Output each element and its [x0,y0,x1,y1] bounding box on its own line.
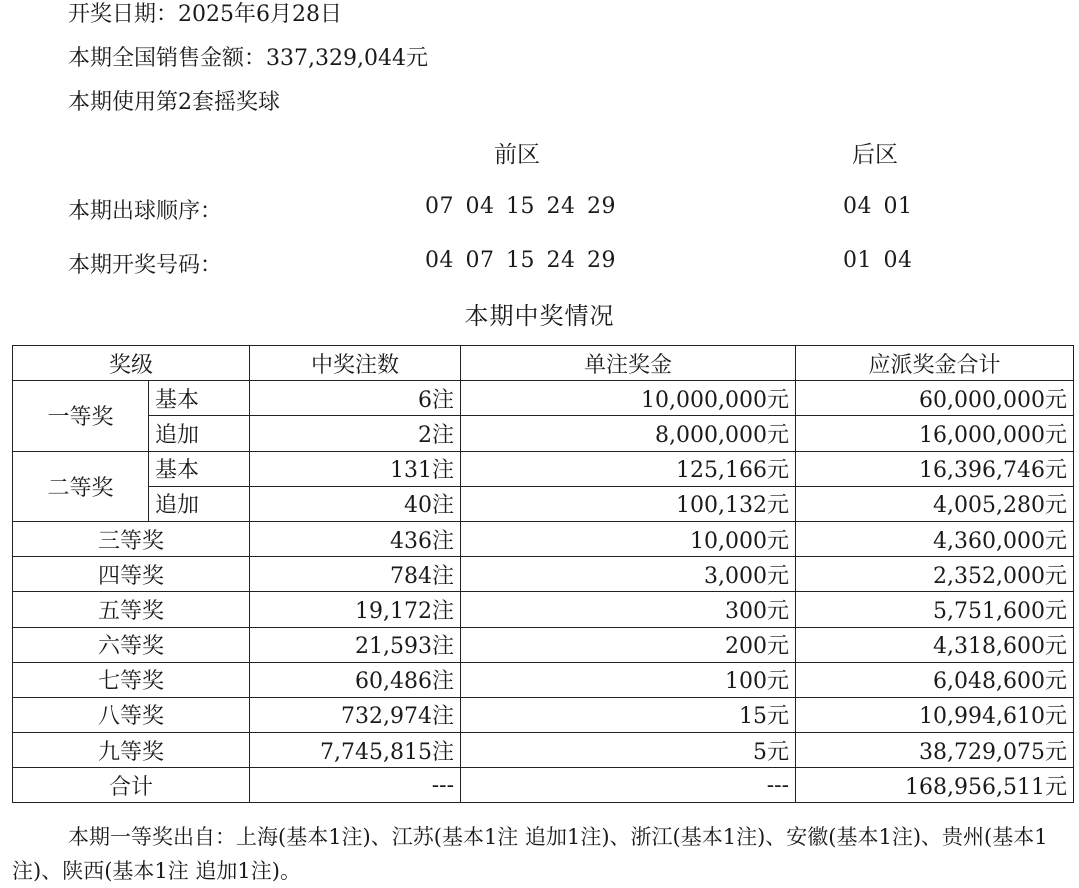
tier-name: 八等奖 [13,697,250,732]
total-single-prize: --- [461,768,796,803]
table-row [13,697,1074,732]
header-prize: 单注奖金 [461,346,796,381]
first-prize-origin-note: 本期一等奖出自：上海(基本1注)、江苏(基本1注 追加1注)、浙江(基本1注)、安徽(基本1注)、贵州(基本1注)、陕西(基本1注 追加1注)。 [12,825,1048,883]
total-prize: 60,000,000元 [796,381,1074,416]
winner-count: 784注 [250,557,461,592]
single-prize: 300元 [461,592,796,627]
total-prize: 16,396,746元 [796,451,1074,486]
total-prize: 4,005,280元 [796,486,1074,521]
tier-name: 四等奖 [13,557,250,592]
tier-name: 一等奖 [13,381,149,451]
tier-name: 六等奖 [13,627,250,662]
table-row [13,733,1074,768]
winner-count: 732,974注 [250,697,461,732]
table-row [13,416,1074,451]
draw-order-label: 本期出球顺序： [68,199,223,224]
single-prize: 100,132元 [461,486,796,521]
single-prize: 5元 [461,733,796,768]
prize-table [12,345,1074,803]
tier-name: 五等奖 [13,592,250,627]
draw-order-back-numbers: 04 01 [843,194,913,219]
winning-numbers-label: 本期开奖号码： [68,253,223,278]
table-row [13,627,1074,662]
tier-name: 三等奖 [13,521,250,556]
tier-name: 七等奖 [13,662,250,697]
table-row [13,768,1074,803]
table-row [13,381,1074,416]
tier-name: 九等奖 [13,733,250,768]
header-total: 应派奖金合计 [796,346,1074,381]
tier-name: 二等奖 [13,451,149,521]
total-prize: 5,751,600元 [796,592,1074,627]
ball-set: 本期使用第2套摇奖球 [68,90,280,115]
front-zone-label: 前区 [494,142,540,168]
winning-front-numbers: 04 07 15 24 29 [425,248,616,273]
grand-total-prize: 168,956,511元 [796,768,1074,803]
winner-count: 60,486注 [250,662,461,697]
sales-amount: 本期全国销售金额：337,329,044元 [68,46,428,71]
table-row [13,521,1074,556]
tier-subtype: 基本 [149,381,250,416]
back-zone-label: 后区 [852,142,898,168]
draw-date: 开奖日期：2025年6月28日 [68,2,342,27]
table-row [13,486,1074,521]
total-prize: 2,352,000元 [796,557,1074,592]
single-prize: 3,000元 [461,557,796,592]
total-prize: 38,729,075元 [796,733,1074,768]
total-count: --- [250,768,461,803]
winner-count: 21,593注 [250,627,461,662]
single-prize: 200元 [461,627,796,662]
prize-table-title: 本期中奖情况 [464,302,615,330]
winner-count: 40注 [250,486,461,521]
single-prize: 8,000,000元 [461,416,796,451]
total-prize: 4,360,000元 [796,521,1074,556]
total-prize: 16,000,000元 [796,416,1074,451]
winner-count: 2注 [250,416,461,451]
table-row [13,662,1074,697]
header-count: 中奖注数 [250,346,461,381]
table-row [13,557,1074,592]
total-prize: 10,994,610元 [796,697,1074,732]
tier-subtype: 追加 [149,416,250,451]
total-label: 合计 [13,768,250,803]
winner-count: 6注 [250,381,461,416]
table-row [13,592,1074,627]
draw-order-front-numbers: 07 04 15 24 29 [425,194,616,219]
winner-count: 7,745,815注 [250,733,461,768]
single-prize: 100元 [461,662,796,697]
prize-table-header [13,346,1074,381]
single-prize: 15元 [461,697,796,732]
total-prize: 4,318,600元 [796,627,1074,662]
winner-count: 436注 [250,521,461,556]
header-tier: 奖级 [13,346,250,381]
single-prize: 10,000元 [461,521,796,556]
table-row [13,451,1074,486]
winning-back-numbers: 01 04 [843,248,913,273]
tier-subtype: 基本 [149,451,250,486]
tier-subtype: 追加 [149,486,250,521]
winner-count: 19,172注 [250,592,461,627]
single-prize: 125,166元 [461,451,796,486]
single-prize: 10,000,000元 [461,381,796,416]
winner-count: 131注 [250,451,461,486]
total-prize: 6,048,600元 [796,662,1074,697]
